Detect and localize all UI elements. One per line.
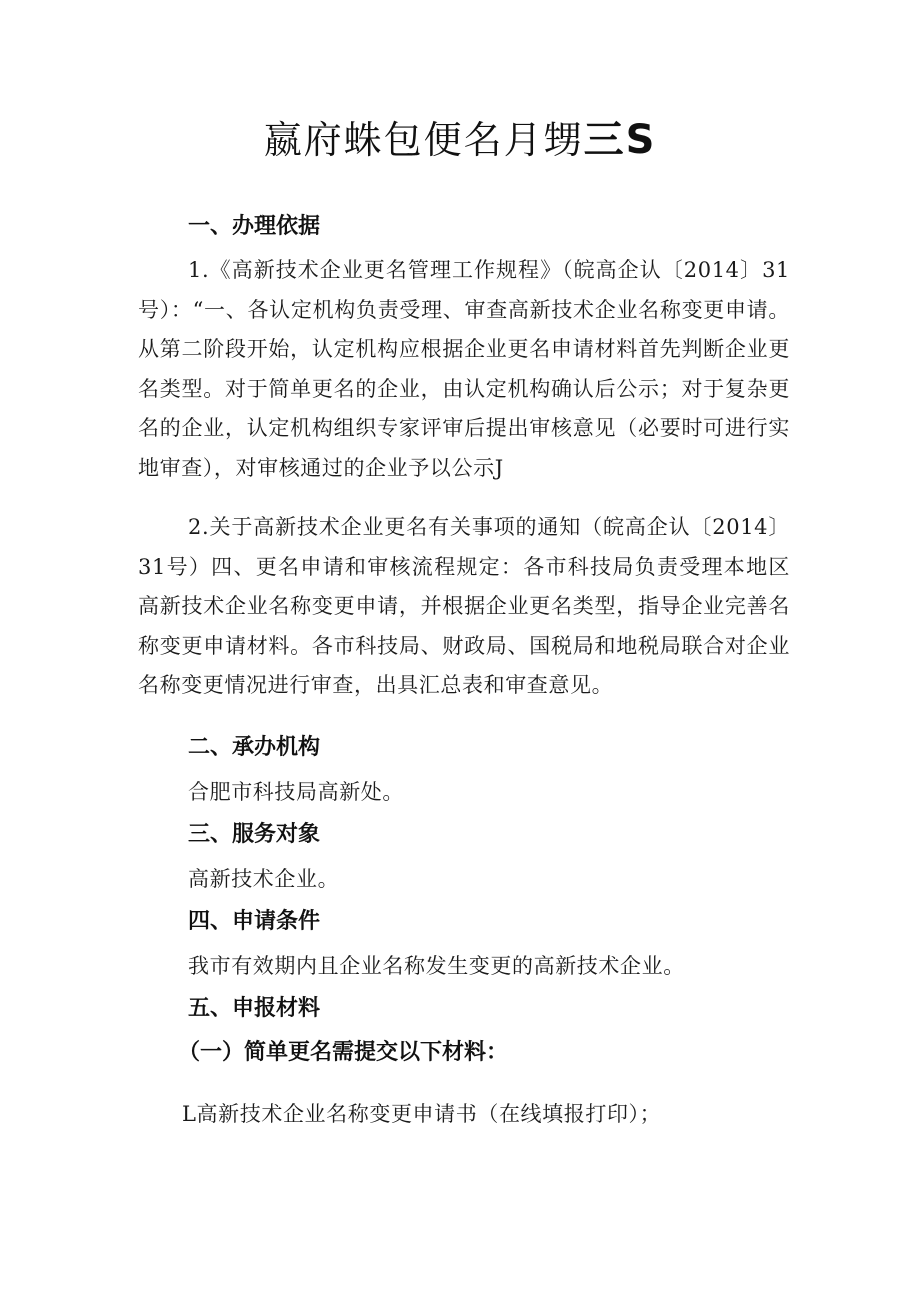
- section-heading-conditions: 四、申请条件: [188, 909, 321, 934]
- section-heading-target: 三、服务对象: [188, 822, 321, 847]
- section-heading-agency: 二、承办机构: [188, 735, 321, 760]
- conditions-text: 我市有效期内且企业名称发生变更的高新技术企业。: [188, 954, 685, 978]
- document-title: [0, 112, 920, 168]
- basis-paragraph-1: 1.《高新技术企业更名管理工作规程》（皖高企认〔2014〕31号）：“一、各认定机构负责受理、审查高新技术企业名称变更申请。从第二阶段开始，认定机构应根据企业更名申请材料首先判断企业更名类型。对于简单更名的企业，由认定机构确认后公示；对于复杂更名的企业，认定机构组织专家评审后提出审核意见（必要时可进行实地审查），对审核通过的企业予以公示J: [138, 258, 790, 480]
- materials-item-1: L高新技术企业名称变更申请书（在线填报打印）；: [182, 1102, 662, 1126]
- title-tail: 三S: [583, 117, 657, 163]
- section-heading-basis: 一、办理依据: [188, 214, 321, 239]
- agency-text: 合肥市科技局高新处。: [188, 780, 404, 804]
- materials-subheading: （一）简单更名需提交以下材料：: [178, 1040, 509, 1065]
- section-heading-materials: 五、申报材料: [188, 996, 321, 1021]
- target-text: 高新技术企业。: [188, 867, 340, 891]
- title-main: 嬴府蛛包便名月甥: [263, 118, 584, 162]
- basis-paragraph-2: 2.关于高新技术企业更名有关事项的通知（皖高企认〔2014〕31号）四、更名申请和审核流程规定：各市科技局负责受理本地区高新技术企业名称变更申请，并根据企业更名类型，指导企业完善名称变更申请材料。各市科技局、财政局、国税局和地税局联合对企业名称变更情况进行审查，出具汇总表和审查意见。: [138, 515, 790, 697]
